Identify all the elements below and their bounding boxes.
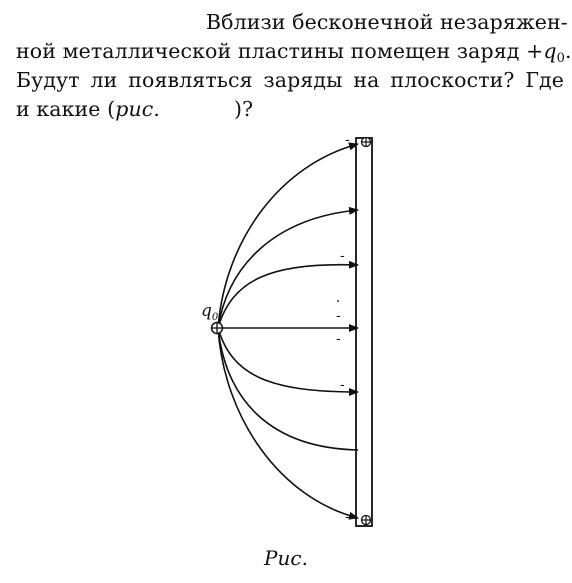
metal-plate — [356, 138, 372, 526]
charge-label: $q_0$ — [201, 301, 219, 323]
minus-sign-4: - — [336, 332, 341, 347]
minus-sign-1: - — [345, 133, 350, 148]
minus-sign-3: - — [336, 309, 341, 324]
problem-line-3: Будут ли появляться заряды на плоскости? Где — [16, 68, 564, 92]
plus-sign-top — [362, 138, 371, 147]
problem-line-2-text: ной металлической пластины помещен заряд + — [16, 39, 544, 63]
field-line-7 — [218, 328, 358, 518]
charge-symbol: q — [543, 39, 557, 63]
field-line-1 — [218, 144, 358, 328]
problem-line-4-text: и какие ( — [16, 97, 116, 121]
stray-dot — [337, 300, 339, 302]
minus-sign-5: - — [340, 378, 345, 393]
figure-caption: Рис. — [264, 546, 308, 570]
problem-line-1: Вблизи бесконечной незаряжен- — [206, 10, 568, 34]
problem-line-2-end: . — [564, 39, 572, 63]
plus-sign-bottom — [362, 516, 371, 525]
charge-subscript: 0 — [556, 51, 565, 66]
problem-line-4-end: )? — [233, 97, 254, 121]
point-charge — [212, 323, 223, 334]
minus-sign-2: - — [340, 249, 345, 264]
figure-reference: рис. — [115, 97, 160, 121]
minus-sign-6: - — [345, 510, 350, 525]
